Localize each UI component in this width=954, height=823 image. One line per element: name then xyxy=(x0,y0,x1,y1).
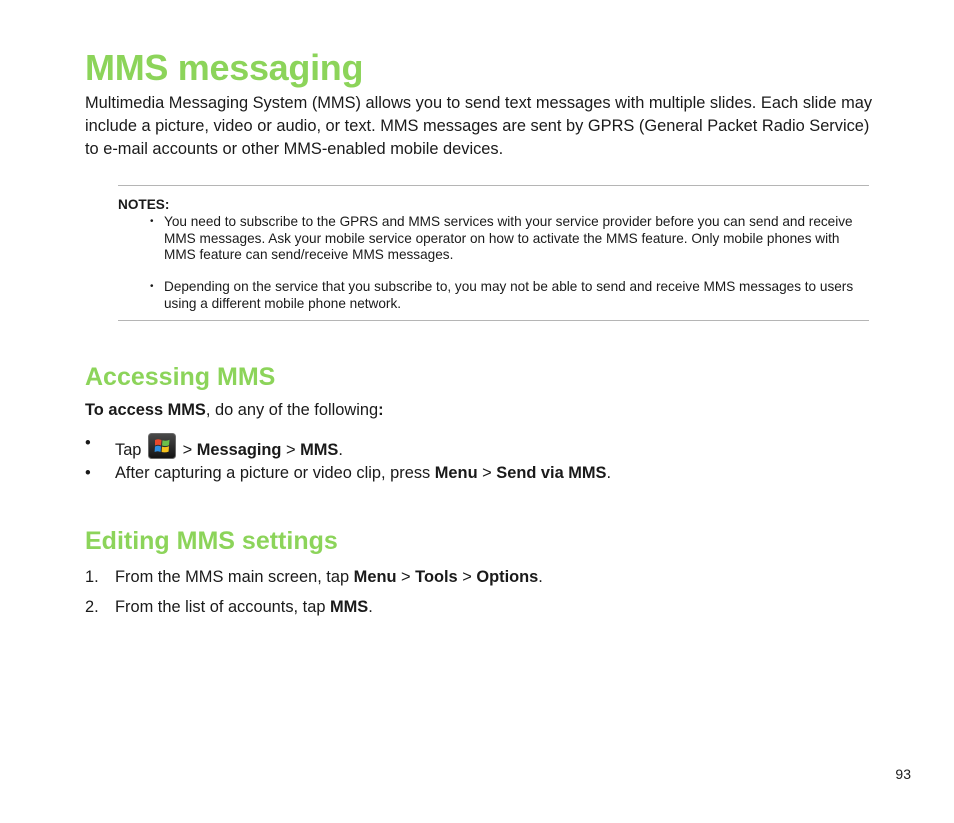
list-bullet: • xyxy=(85,434,91,452)
menu-label: Menu xyxy=(434,464,478,482)
send-via-mms-label: Send via MMS xyxy=(496,464,607,482)
tools-label: Tools xyxy=(415,568,458,586)
section-heading-accessing: Accessing MMS xyxy=(85,363,276,391)
intro-paragraph: Multimedia Messaging System (MMS) allows you to send text messages with multiple slides. Each slide may include a picture, video or audio, or text. MMS messages are sent by GPRS (General Packet Radio Service) to e-mail accounts or other MMS-enabled mobile devices. xyxy=(85,94,873,158)
step-text: From the list of accounts, tap xyxy=(115,598,326,616)
separator: > xyxy=(401,568,411,586)
notes-box xyxy=(118,185,869,321)
mms-label: MMS xyxy=(300,441,339,459)
options-label: Options xyxy=(476,568,539,586)
note-item xyxy=(150,279,869,312)
note-text: Depending on the service that you subscribe to, you may not be able to send and receive MMS messages to users using a different mobile phone network. xyxy=(164,279,854,311)
period: . xyxy=(606,464,612,482)
accessing-lead xyxy=(85,400,384,420)
separator: > xyxy=(482,464,492,482)
list-bullet: • xyxy=(85,464,91,482)
notes-title: NOTES: xyxy=(118,197,170,212)
period: . xyxy=(368,598,373,616)
list-item xyxy=(115,463,611,483)
step-item xyxy=(115,597,373,617)
messaging-label: Messaging xyxy=(196,441,282,459)
step-number: 1. xyxy=(85,568,99,586)
separator: > xyxy=(182,441,193,459)
windows-start-icon xyxy=(148,433,176,459)
accessing-lead-colon: : xyxy=(378,401,384,419)
separator: > xyxy=(285,441,296,459)
accessing-lead-bold: To access MMS xyxy=(85,401,206,419)
section-heading-editing: Editing MMS settings xyxy=(85,527,338,555)
page-number: 93 xyxy=(895,766,911,782)
note-bullet: • xyxy=(150,281,154,292)
item-text: After capturing a picture or video clip, press xyxy=(115,464,431,482)
period: . xyxy=(338,441,343,459)
note-item xyxy=(150,214,869,264)
mms-label: MMS xyxy=(330,598,369,616)
page-title: MMS messaging xyxy=(85,47,364,88)
list-item xyxy=(115,433,343,460)
accessing-lead-rest: , do any of the following xyxy=(205,401,379,419)
step-item xyxy=(115,567,543,587)
menu-label: Menu xyxy=(353,568,397,586)
tap-text: Tap xyxy=(115,441,142,459)
step-text: From the MMS main screen, tap xyxy=(115,568,350,586)
period: . xyxy=(538,568,543,586)
step-number: 2. xyxy=(85,598,99,616)
separator: > xyxy=(462,568,472,586)
note-text: You need to subscribe to the GPRS and MMS services with your service provider before you can send and receive MMS messages. Ask your mobile service operator on how to activate the MMS feature. Only mobile phones with MMS feature can send/receive MMS messages. xyxy=(164,214,853,262)
note-bullet: • xyxy=(150,216,154,227)
